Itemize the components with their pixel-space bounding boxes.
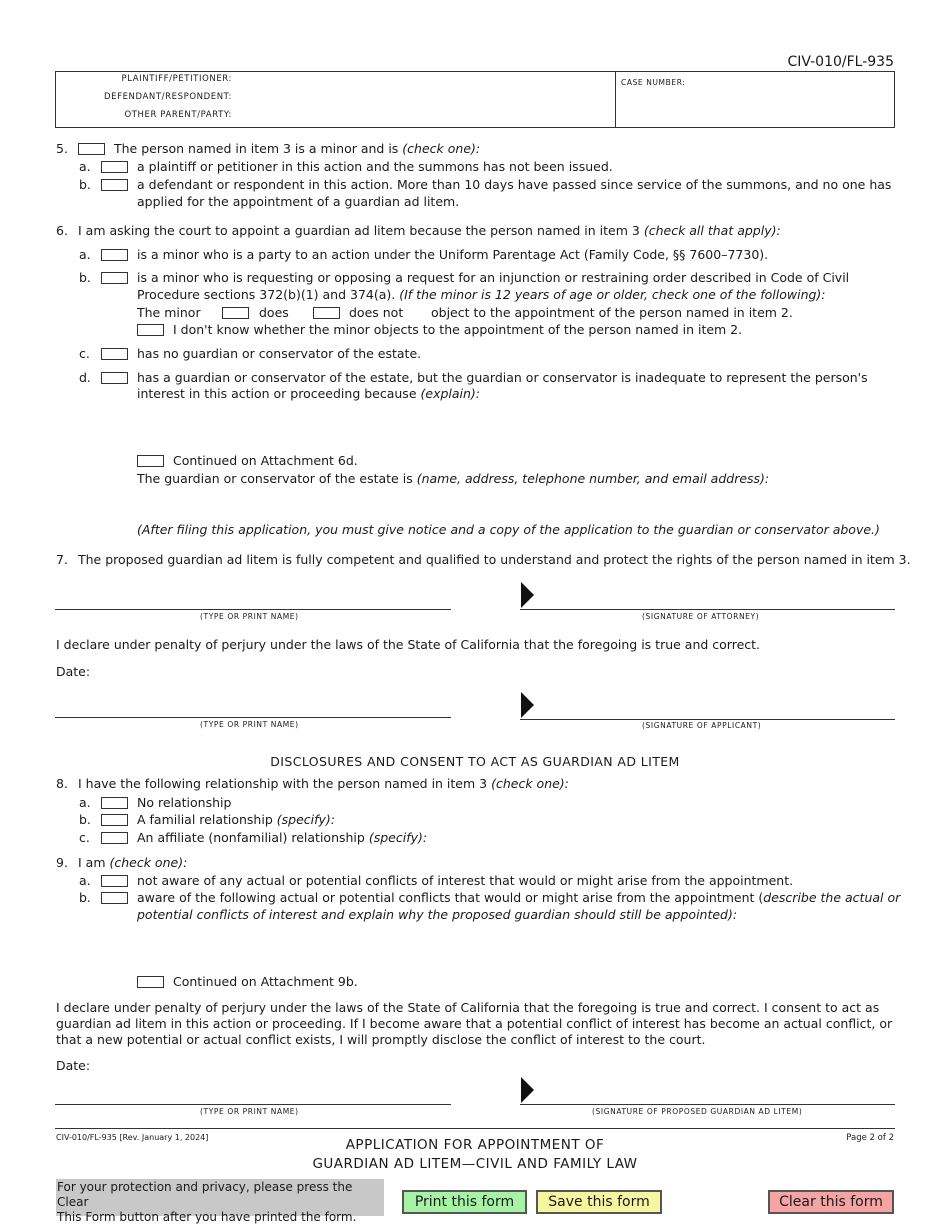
item6b-does-not-checkbox[interactable] <box>313 307 340 319</box>
item8b-text: A familial relationship (specify): <box>137 812 335 827</box>
guardian-name-line[interactable] <box>55 1104 451 1105</box>
item9a-checkbox[interactable] <box>101 875 128 887</box>
item5b-text-line2: applied for the appointment of a guardian ad litem. <box>137 194 460 209</box>
attorney-name-line[interactable] <box>55 609 451 610</box>
item7-number: 7. <box>56 552 68 567</box>
clear-form-button[interactable]: Clear this form <box>768 1190 894 1214</box>
item5-checkbox[interactable] <box>78 143 105 155</box>
applicant-signature-label: (SIGNATURE OF APPLICANT) <box>642 721 762 730</box>
print-form-button[interactable]: Print this form <box>402 1190 527 1214</box>
attorney-name-label: (TYPE OR PRINT NAME) <box>200 612 299 621</box>
item6d-text-line1: has a guardian or conservator of the estate, but the guardian or conservator is inadequate to represent the person's <box>137 370 868 385</box>
item6b-does-not-label: does not <box>349 305 404 320</box>
guardian-signature-label: (SIGNATURE OF PROPOSED GUARDIAN AD LITEM) <box>592 1107 803 1116</box>
item6b-dont-know-checkbox[interactable] <box>137 324 164 336</box>
item8c-checkbox[interactable] <box>101 832 128 844</box>
item5-text: The person named in item 3 is a minor and is (check one): <box>114 141 481 156</box>
item9b-letter: b. <box>79 890 91 905</box>
footer-page-number: Page 2 of 2 <box>846 1133 894 1143</box>
item6c-letter: c. <box>79 346 90 361</box>
case-number-label: CASE NUMBER: <box>621 78 686 87</box>
declaration-2-line1: I declare under penalty of perjury under the laws of the State of California that the foregoing is true and correct. I consent to act as <box>56 1000 880 1015</box>
disclosures-heading: DISCLOSURES AND CONSENT TO ACT AS GUARDIAN AD LITEM <box>270 754 680 769</box>
attachment-6d-checkbox[interactable] <box>137 455 164 467</box>
item5b-text-line1: a defendant or respondent in this action. More than 10 days have passed since service of the summons, and no one has <box>137 177 892 192</box>
item6-number: 6. <box>56 223 68 238</box>
attachment-9b-label: Continued on Attachment 9b. <box>173 974 358 989</box>
item9-text: I am (check one): <box>78 855 188 870</box>
item6a-text: is a minor who is a party to an action under the Uniform Parentage Act (Family Code, §§ 7600–7730). <box>137 247 769 262</box>
footer-title-line1: APPLICATION FOR APPOINTMENT OF <box>345 1137 605 1153</box>
after-filing-note: (After filing this application, you must give notice and a copy of the application to the guardian or conservator above.) <box>137 522 880 537</box>
item6b-text-line1: is a minor who is requesting or opposing a request for an injunction or restraining order described in Code of Civil <box>137 270 850 285</box>
item6b-dont-know-text: I don't know whether the minor objects to the appointment of the person named in item 2. <box>173 322 743 337</box>
item6b-checkbox[interactable] <box>101 272 128 284</box>
privacy-note-line1: For your protection and privacy, please press the Clear <box>57 1180 353 1209</box>
item6d-letter: d. <box>79 370 91 385</box>
sign-here-arrow-icon <box>521 692 534 718</box>
applicant-signature-line[interactable] <box>520 719 895 720</box>
item6c-checkbox[interactable] <box>101 348 128 360</box>
item5-number: 5. <box>56 141 68 156</box>
footer-rule <box>55 1128 895 1129</box>
footer-title-line2: GUARDIAN AD LITEM—CIVIL AND FAMILY LAW <box>312 1156 638 1172</box>
defendant-label: DEFENDANT/RESPONDENT: <box>103 92 232 102</box>
item9b-checkbox[interactable] <box>101 892 128 904</box>
applicant-name-label: (TYPE OR PRINT NAME) <box>200 720 299 729</box>
declaration-2-line2: guardian ad litem in this action or proceeding. If I become aware that a potential conflict of interest has become an actual conflict, or <box>56 1016 893 1031</box>
item6b-minor-label: The minor <box>137 305 201 320</box>
item8c-text: An affiliate (nonfamilial) relationship (specify): <box>137 830 428 845</box>
item8a-letter: a. <box>79 795 91 810</box>
item7-text: The proposed guardian ad litem is fully competent and qualified to understand and protect the rights of the person named in item 3. <box>78 552 911 567</box>
attorney-signature-label: (SIGNATURE OF ATTORNEY) <box>642 612 760 621</box>
item6b-letter: b. <box>79 270 91 285</box>
item6a-letter: a. <box>79 247 91 262</box>
date-label-2: Date: <box>56 1058 91 1073</box>
item6-text: I am asking the court to appoint a guardian ad litem because the person named in item 3 (check all that apply): <box>78 223 781 238</box>
item9a-letter: a. <box>79 873 91 888</box>
save-form-button[interactable]: Save this form <box>536 1190 662 1214</box>
declaration-2-line3: that a new potential or actual conflict exists, I will promptly disclose the conflict of interest to the court. <box>56 1032 706 1047</box>
caption-box <box>55 71 895 128</box>
item8-number: 8. <box>56 776 68 791</box>
item6b-object-text: object to the appointment of the person named in item 2. <box>431 305 793 320</box>
footer-revision: CIV-010/FL-935 [Rev. January 1, 2024] <box>56 1133 209 1142</box>
item9b-text-line1: aware of the following actual or potential conflicts that would or might arise from the appointment (describe the actual or <box>137 890 901 905</box>
item6d-text-line2: interest in this action or proceeding because (explain): <box>137 386 481 401</box>
privacy-note <box>56 1179 384 1224</box>
privacy-note-line2: This Form button after you have printed the form. <box>57 1210 357 1224</box>
date-label-1: Date: <box>56 664 91 679</box>
guardian-signature-line[interactable] <box>520 1104 895 1105</box>
sign-here-arrow-icon <box>521 1077 534 1103</box>
item6b-does-label: does <box>259 305 289 320</box>
item5a-letter: a. <box>79 159 91 174</box>
attachment-9b-checkbox[interactable] <box>137 976 164 988</box>
item6b-text-line2: Procedure sections 372(b)(1) and 374(a). (If the minor is 12 years of age or older, check one of the following): <box>137 287 826 302</box>
item9b-text-line2: potential conflicts of interest and explain why the proposed guardian should still be appointed): <box>137 907 738 922</box>
item8b-letter: b. <box>79 812 91 827</box>
sign-here-arrow-icon <box>521 582 534 608</box>
other-party-label: OTHER PARENT/PARTY: <box>124 110 232 120</box>
item8b-checkbox[interactable] <box>101 814 128 826</box>
plaintiff-label: PLAINTIFF/PETITIONER: <box>121 74 232 84</box>
item9a-text: not aware of any actual or potential conflicts of interest that would or might arise from the appointment. <box>137 873 794 888</box>
item9-number: 9. <box>56 855 68 870</box>
item8-text: I have the following relationship with the person named in item 3 (check one): <box>78 776 569 791</box>
item6b-does-checkbox[interactable] <box>222 307 249 319</box>
item5b-letter: b. <box>79 177 91 192</box>
party-section <box>56 72 616 127</box>
form-id: CIV-010/FL-935 <box>787 54 894 70</box>
item6c-text: has no guardian or conservator of the estate. <box>137 346 422 361</box>
attorney-signature-line[interactable] <box>520 609 895 610</box>
item8a-text: No relationship <box>137 795 232 810</box>
guardian-name-label: (TYPE OR PRINT NAME) <box>200 1107 299 1116</box>
attachment-6d-label: Continued on Attachment 6d. <box>173 453 358 468</box>
item8c-letter: c. <box>79 830 90 845</box>
item5b-checkbox[interactable] <box>101 179 128 191</box>
declaration-1: I declare under penalty of perjury under the laws of the State of California that the foregoing is true and correct. <box>56 637 761 652</box>
item8a-checkbox[interactable] <box>101 797 128 809</box>
item6a-checkbox[interactable] <box>101 249 128 261</box>
applicant-name-line[interactable] <box>55 717 451 718</box>
item5a-checkbox[interactable] <box>101 161 128 173</box>
item5a-text: a plaintiff or petitioner in this action and the summons has not been issued. <box>137 159 613 174</box>
item6d-checkbox[interactable] <box>101 372 128 384</box>
guardian-estate-text: The guardian or conservator of the estate is (name, address, telephone number, and email address): <box>137 471 770 486</box>
